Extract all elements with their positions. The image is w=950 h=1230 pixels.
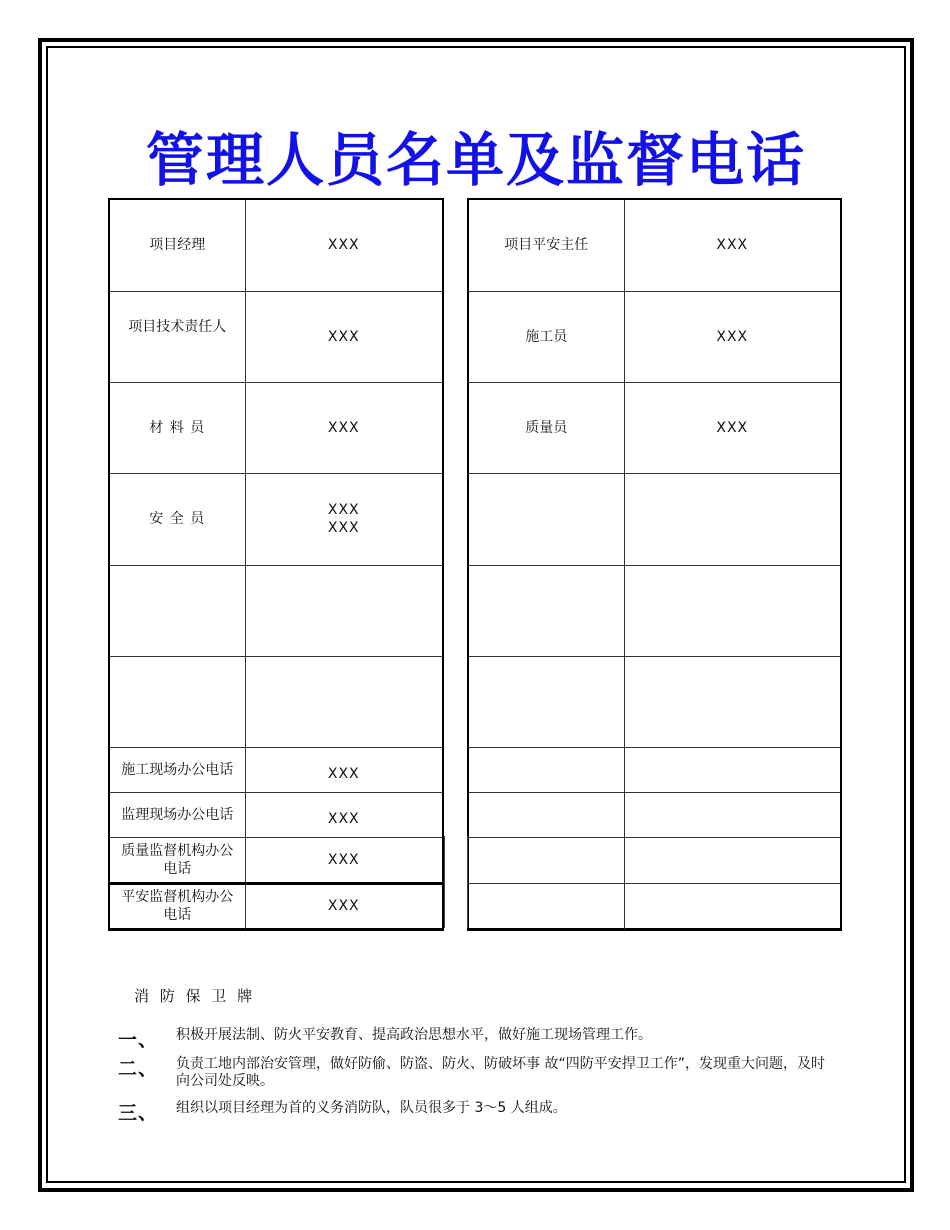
role-value [624,837,840,883]
role-value [245,473,442,565]
rule-text: 组织以项目经理为首的义务消防队，队员很多于 3～5 人组成。 [176,1100,567,1116]
gap-divider [444,836,445,928]
role-value: XXX [245,291,442,382]
rule-item [118,1100,838,1124]
role-label: 材 料 员 [110,382,245,473]
rule-number: 一、 [118,1029,159,1051]
gap-divider [467,836,468,928]
role-label: 项目技术责任人 [110,291,245,382]
row-separator [108,882,444,885]
role-value [624,656,840,747]
rule-number: 二、 [118,1058,159,1080]
role-label [469,883,624,929]
phone-label: 质量监督机构办公电话 [110,837,245,883]
phone-value: XXX [245,883,442,929]
role-value [624,565,840,656]
table-row [469,200,840,291]
table-row [469,656,840,747]
table-row [469,792,840,837]
rule-text: 积极开展法制、防火平安教育、提高政治思想水平，做好施工现场管理工作。 [176,1027,652,1043]
role-value-line-1: XXX [327,502,360,518]
phone-value: XXX [245,747,442,792]
role-label [469,473,624,565]
phone-label: 施工现场办公电话 [110,747,245,792]
phone-value: XXX [245,837,442,883]
rule-text: 负责工地内部治安管理，做好防偷、防盗、防火、防破坏事 故“四防平安捍卫工作”，发现重大问题，及时向公司处反映。 [176,1056,825,1089]
page-title: 管理人员名单及监督电话 [145,126,806,194]
table-row [110,656,442,747]
role-label [469,792,624,837]
role-value: XXX [624,200,840,291]
role-value: XXX [245,382,442,473]
table-row [110,473,442,565]
role-value [245,656,442,747]
table-row [469,291,840,382]
table-row [469,382,840,473]
table-row [110,883,442,929]
role-label [110,656,245,747]
table-row [110,792,442,837]
role-value [624,747,840,792]
role-label: 项目平安主任 [469,200,624,291]
right-personnel-table [467,198,842,931]
table-row [110,747,442,792]
role-label [469,656,624,747]
role-label: 质量员 [469,382,624,473]
table-row [469,565,840,656]
role-value [624,792,840,837]
section-title: 消 防 保 卫 牌 [134,987,256,1005]
role-label [110,565,245,656]
table-row [110,382,442,473]
table-row [469,747,840,792]
role-value [245,565,442,656]
role-label [469,565,624,656]
rule-item [118,1056,838,1094]
table-row [110,837,442,883]
rule-item [118,1027,838,1051]
table-row [469,837,840,883]
phone-label: 监理现场办公电话 [110,792,245,837]
phone-label: 平安监督机构办公电话 [110,883,245,929]
role-value: XXX [624,382,840,473]
role-label [469,747,624,792]
role-value: XXX [245,200,442,291]
role-value [624,473,840,565]
left-personnel-table [108,198,444,931]
role-value: XXX [624,291,840,382]
table-row [469,883,840,929]
role-value-line-2: XXX [327,520,360,536]
role-label: 项目经理 [110,200,245,291]
role-label: 施工员 [469,291,624,382]
role-value [624,883,840,929]
table-row [110,291,442,382]
rule-number: 三、 [118,1102,159,1124]
table-row [110,200,442,291]
phone-value: XXX [245,792,442,837]
table-row [110,565,442,656]
role-label [469,837,624,883]
role-label: 安 全 员 [110,473,245,565]
table-row [469,473,840,565]
